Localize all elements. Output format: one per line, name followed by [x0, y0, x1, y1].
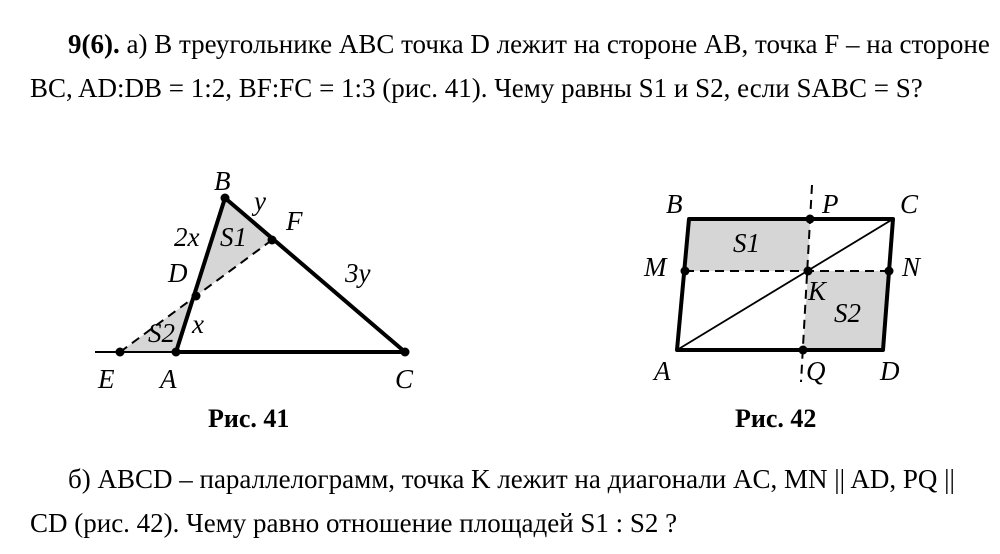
label-q: Q — [806, 356, 826, 386]
point-c-fig41 — [401, 348, 410, 357]
label-f-fig41: F — [286, 206, 303, 236]
label-k: K — [808, 276, 827, 306]
label-s1-fig41: S1 — [220, 222, 247, 252]
label-d-fig42: D — [880, 356, 900, 386]
label-y-fig41: y — [254, 186, 266, 216]
point-k — [804, 267, 813, 276]
point-q — [799, 346, 808, 355]
label-a-fig41: A — [160, 364, 177, 394]
label-s2-fig41: S2 — [148, 318, 175, 348]
problem-number: 9(6). — [68, 29, 120, 59]
label-e-fig41: E — [98, 364, 115, 394]
label-n: N — [902, 252, 921, 282]
point-d-fig41 — [192, 292, 201, 301]
label-x-fig41: x — [192, 309, 204, 339]
part-a-text: а) В треугольнике ABC точка D лежит на стороне AB, точка F – на стороне BC, AD:DB = 1:2, BF:FC = 1:3 (рис. 41). Чему равны S1 и S2, если SABC = S? — [30, 29, 990, 103]
label-2x-fig41: 2x — [174, 222, 200, 252]
point-m — [681, 267, 690, 276]
label-b-fig41: B — [214, 166, 231, 196]
problem-part-b: б) ABCD – параллелограмм, точка K лежит на диагонали AC, MN || AD, PQ || CD (рис. 42). Чему равно отношение площадей S1 : S2 ? — [30, 464, 955, 538]
label-a-fig42: A — [654, 356, 671, 386]
point-n — [885, 267, 894, 276]
label-s2-fig42: S2 — [834, 298, 861, 328]
figure-42 — [643, 185, 922, 386]
label-c-fig42: C — [900, 189, 919, 219]
label-p: P — [822, 189, 839, 219]
point-p — [806, 215, 815, 224]
point-e-fig41 — [116, 348, 125, 357]
caption-fig42: Рис. 42 — [735, 404, 817, 433]
label-c-fig41: C — [395, 364, 414, 394]
label-s1-fig42: S1 — [733, 228, 760, 258]
label-m: M — [644, 252, 667, 282]
caption-fig41: Рис. 41 — [208, 404, 290, 433]
point-a-fig41 — [172, 348, 181, 357]
figure-41 — [95, 166, 414, 394]
label-d-fig41: D — [168, 258, 188, 288]
label-b-fig42: B — [666, 189, 683, 219]
point-f-fig41 — [268, 236, 277, 245]
label-3y-fig41: 3y — [345, 258, 371, 288]
